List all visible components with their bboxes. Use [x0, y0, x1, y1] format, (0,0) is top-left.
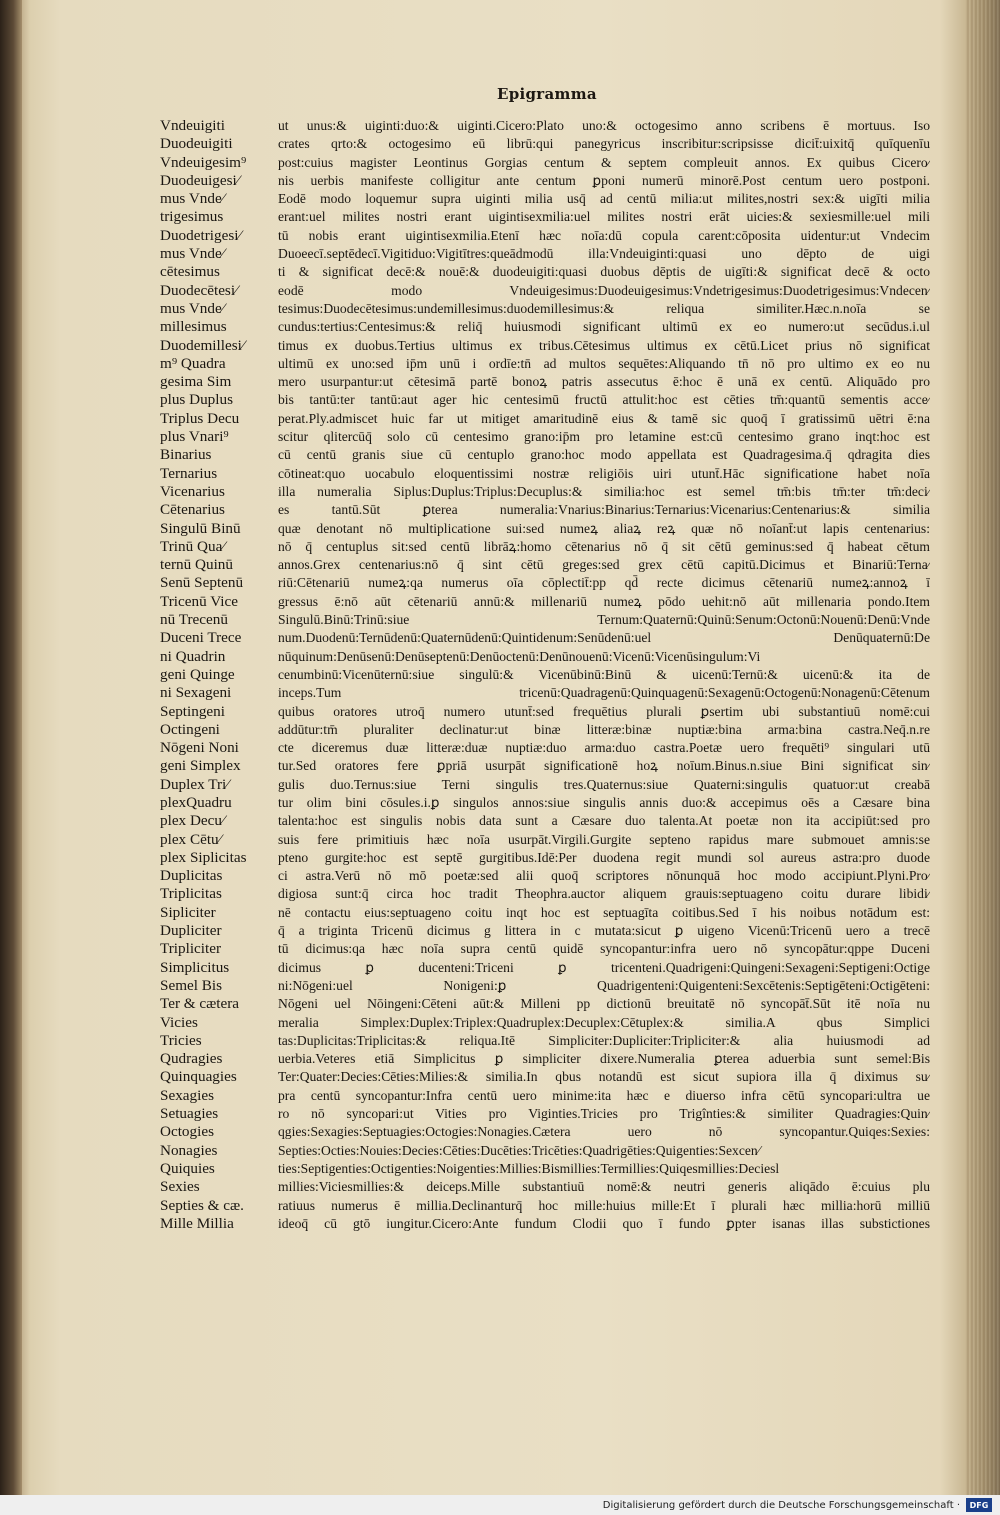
margin-notes-column — [160, 117, 268, 1233]
margin-note: plex Cētu⁄ — [160, 830, 222, 848]
margin-note: Dupliciter — [160, 922, 222, 940]
margin-note: Semel Bis — [160, 976, 223, 994]
margin-note: m⁹ Quadra — [160, 354, 226, 372]
margin-note: Simplicitus — [160, 958, 230, 976]
margin-note: ni Sexageni — [160, 684, 232, 702]
margin-note: Duodetrigesi⁄ — [160, 226, 241, 244]
text-line: illa numeralia Siplus:Duplus:Triplus:Decuplus:& similia:hoc est semel tm̄:bis tm̄:ter tm̄:deci⁄ — [278, 483, 930, 499]
text-line: talenta:hoc est singulis nobis data sunt a Cæsare duo talenta.At poetæ non ita accipiūt:sed pro — [278, 813, 930, 829]
margin-note: Cētenarius — [160, 501, 225, 519]
margin-note: cētesimus — [160, 263, 220, 281]
margin-note: Triplus Decu — [160, 409, 240, 427]
margin-note: ternū Quinū — [160, 556, 233, 574]
margin-note: Tricenū Vice — [160, 592, 238, 610]
footer-credit: Digitalisierung gefördert durch die Deutsche Forschungsgemeinschaft · — [602, 1500, 960, 1511]
margin-note: Mille Millia — [160, 1214, 234, 1232]
text-line: gulis duo.Ternus:siue Terni singulis tres.Quaternus:siue Quaterni:singulis quatuor:ut creabā — [278, 776, 930, 792]
text-line: meralia Simplex:Duplex:Triplex:Quadruplex:Decuplex:Cētuplex:& similia.A qbus Simplici — [278, 1014, 930, 1030]
main-text-column — [278, 117, 930, 1233]
margin-note: mus Vnde⁄ — [160, 245, 225, 263]
text-line: cenumbinū:Vicenūternū:siue singulū:& Vicenūbinū:Binū & uicenū:Ternū:& uicenū:& ita de — [278, 666, 930, 682]
text-line: nō q̄ centuplus sit:sed centū librāꝝ:homo cētenarius nō q̄ sit cētū geminus:sed q̄ habeat cētum — [278, 538, 930, 554]
text-line: Singulū.Binū:Trinū:siue Ternum:Quaternū:Quinū:Senum:Octonū:Nouenū:Denū:Vnde — [278, 612, 930, 628]
margin-note: Octingeni — [160, 720, 220, 738]
margin-note: trigesimus — [160, 208, 224, 226]
margin-note: plus Duplus — [160, 391, 233, 409]
margin-note: Duodemillesi⁄ — [160, 336, 245, 354]
text-line: tū dicimus:qa hæc noīa supra centū quidē syncopantur:infra uero nō syncopātur:qppe Duceni — [278, 941, 930, 957]
text-line: ci astra.Verū nō mō poetæ:sed alii quoq̄ scriptores nōnunquā hoc modo accipiunt.Plyni.Pro⁄ — [278, 868, 930, 884]
text-line: post:cuius magister Leontinus Gorgias centum & septem compleuit annos. Ex quibus Cicero⁄ — [278, 154, 930, 170]
page-edges — [966, 0, 1000, 1495]
margin-note: Tripliciter — [160, 940, 222, 958]
text-line: Septies:Octies:Nouies:Decies:Cēties:Ducēties:Tricēties:Quadrigēties:Quigenties:Sexcen⁄ — [278, 1142, 760, 1158]
margin-note: geni Quinge — [160, 665, 235, 683]
text-line: bis tantū:ter tantū:aut ager hic centesimū fructū attulit:hoc est cēties tm̄:quantū sementis acce⁄ — [278, 392, 930, 408]
text-line: uerbia.Veteres etiā Simplicitus ꝑ simpliciter dixere.Numeralia ꝑterea aduerbia sunt semel:Bis — [278, 1051, 930, 1067]
text-line: suis fere primitiuis hæc noīa usurpāt.Virgili.Gurgite septeno rapidus mare submouet amnis:se — [278, 831, 930, 847]
margin-note: Singulū Binū — [160, 519, 241, 537]
margin-note: plex Siplicitas — [160, 848, 247, 866]
text-line: ultimū ex uno:sed ip̄m unū i ordīe:tn̄ ad multos sequētes:Aliquando tn̄ nō pro ultimo ex eo nu — [278, 355, 930, 371]
dfg-logo-icon: DFG — [966, 1498, 992, 1512]
margin-note: Nōgeni Noni — [160, 739, 239, 757]
text-line: ideoq̄ cū gtō iungitur.Cicero:Ante fundum Clodii quo ī fundo ꝑpter isanas illas substictiones — [278, 1215, 930, 1231]
margin-note: gesima Sim — [160, 373, 232, 391]
text-line: Nōgeni uel Nōingeni:Cēteni aūt:& Milleni pp dictionū breuitatē nō syncopāt̄.Sūt itē noīa nu — [278, 996, 930, 1012]
margin-note: plex Decu⁄ — [160, 812, 225, 830]
margin-note: Triplicitas — [160, 885, 222, 903]
text-line: digiosa sunt:q̄ circa hoc tradit Theophra.auctor aliquem grauis:septuageno coitu durare libidi⁄ — [278, 886, 930, 902]
margin-note: Vndeuigiti — [160, 117, 225, 134]
running-head: Epigramma — [497, 85, 597, 103]
text-line: Ter:Quater:Decies:Cēties:Milies:& similia.In qbus notandū est sicut supiora illa q̄ diximus su⁄ — [278, 1069, 930, 1085]
margin-note: Sipliciter — [160, 903, 216, 921]
text-line: pra centū syncopantur:Infra centū uero minime:ita hæc e diuerso infra cētū syncopari:ultra ue — [278, 1087, 930, 1103]
text-line: inceps.Tum tricenū:Quadragenū:Quinquagenū:Sexagenū:Octogenū:Nonagenū:Cētenum — [278, 685, 930, 701]
text-line: quæ denotant nō multiplicatione sui:sed numeꝝ aliaꝝ reꝝ quæ nō noīant̄:ut lapis centenarius: — [278, 520, 930, 536]
text-line: mero usurpantur:ut cētesimā partē bonoꝝ patris assecutus ē:hoc ē unā ex centū. Aliquādo pro — [278, 374, 930, 390]
text-line: tesimus:Duodecētesimus:undemillesimus:duodemillesimus:& reliqua similiter.Hæc.n.noīa se — [278, 300, 930, 316]
margin-note: Octogies — [160, 1123, 214, 1141]
text-line: ti & significat decē:& nouē:& duodeuigiti:quasi duobus dēptis de uigīti:& significat decē & octo — [278, 264, 930, 280]
margin-note: mus Vnde⁄ — [160, 190, 225, 208]
margin-note: millesimus — [160, 318, 227, 336]
text-line: qgies:Sexagies:Septuagies:Octogies:Nonagies.Cætera uero nō syncopantur.Quiqes:Sexies: — [278, 1124, 930, 1140]
text-line: ties:Septigenties:Octigenties:Noigenties:Millies:Bismillies:Termillies:Quiqesmillies:Deciesl — [278, 1160, 780, 1176]
margin-note: Duplicitas — [160, 867, 223, 885]
margin-note: Sexagies — [160, 1086, 214, 1104]
margin-note: Trinū Qua⁄ — [160, 537, 225, 555]
margin-note: mus Vnde⁄ — [160, 299, 225, 317]
margin-note: Setuagies — [160, 1105, 219, 1123]
text-line: eodē modo Vndeuigesimus:Duodeuigesimus:Vndetrigesimus:Duodetrigesimus:Vndecen⁄ — [278, 282, 930, 298]
text-line: num.Duodenū:Ternūdenū:Quaternūdenū:Quintidenum:Senūdenū:uel Denūquaternū:De — [278, 630, 930, 646]
margin-note: plexQuadru — [160, 793, 232, 811]
text-line: tū nobis erant uigintisexmilia.Etenī hæc noīa:dū copula carent:cōposita uidentur:ut Vndecim — [278, 227, 930, 243]
margin-note: Nonagies — [160, 1141, 218, 1159]
text-line: erant:uel milites nostri erant uigintisexmilia:uel milites nostri erāt uicies:& sexiesmille:uel mili — [278, 209, 930, 225]
margin-note: nū Trecenū — [160, 611, 228, 629]
margin-note: Ter & cætera — [160, 995, 240, 1013]
margin-note: Duceni Trece — [160, 629, 242, 647]
text-line: Eodē modo loquemur supra uiginti milia usq̄ ad centū milia:ut milites,nostri sex:& uigīti milia — [278, 191, 930, 207]
text-line: ro nō syncopari:ut Vities pro Viginties.Tricies pro Trigînties:& similiter Quadragies:Quin⁄ — [278, 1106, 930, 1122]
margin-note: Qudragies — [160, 1050, 223, 1068]
text-line: pteno gurgite:hoc est septē gurgitibus.Idē:Per duodena regit mundi sol aureus astra:pro duode — [278, 849, 930, 865]
margin-note: Quiquies — [160, 1159, 215, 1177]
text-line: ni:Nōgeni:uel Nonigeni:ꝑ Quadrigenteni:Quigenteni:Sexcētenis:Septigēteni:Octigēteni: — [278, 977, 930, 993]
text-line: cundus:tertius:Centesimus:& reliq̄ huiusmodi significant ultimū ex eo numero:ut secūdus.i.ul — [278, 319, 930, 335]
text-line: perat.Ply.admiscet huic far ut mitiget amaritudinē eius & tamē sic quoq̄ ī gratissimū uētri ē:na — [278, 410, 930, 426]
text-line: annos.Grex centenarius:nō q̄ sint cētū greges:sed grex cētū capitū.Dicimus et Binariū:Terna⁄ — [278, 557, 930, 573]
text-line: tur.Sed oratores fere ꝑpriā usurpāt significationē hoꝝ noīum.Binus.n.siue Bini significat sin⁄ — [278, 758, 930, 774]
margin-note: Ternarius — [160, 464, 218, 482]
book-binding — [0, 0, 22, 1495]
text-line: tur olim bini cōsules.i.ꝑ singulos annos:siue singulis annis duo:& accepimus oēs a Cæsare bina — [278, 794, 930, 810]
text-line: dicimus ꝑ ducenteni:Triceni ꝑ tricenteni.Quadrigeni:Quingeni:Sexageni:Septigeni:Octige — [278, 959, 930, 975]
margin-note: Duodeuigiti — [160, 135, 233, 153]
text-line: addūtur:tm̄ pluraliter declinatur:ut binæ litteræ:binæ nuptiæ:bina arma:bina castra.Neq̄.n.re — [278, 721, 930, 737]
margin-note: Binarius — [160, 446, 212, 464]
margin-note: plus Vnari⁹ — [160, 428, 229, 446]
text-line: timus ex duobus.Tertius ultimus ex tribus.Cētesimus ultimus ex cētū.Licet prius nō significat — [278, 337, 930, 353]
margin-note: Quinquagies — [160, 1068, 237, 1086]
text-line: riū:Cētenariū numeꝝ:qa numerus oīa cōplectit̄:pp qd̄ recte dicimus cētenariū numeꝝ:annoꝝ ī — [278, 575, 930, 591]
margin-note: Septingeni — [160, 702, 225, 720]
margin-note: Duodeuigesi⁄ — [160, 171, 240, 189]
text-line: nis uerbis manifeste colligitur ante centum ꝑponi numerū minorē.Post centum uero postponi. — [278, 172, 930, 188]
margin-note: Senū Septenū — [160, 574, 244, 592]
margin-note: Vicies — [160, 1013, 198, 1031]
text-line: cte diceremus duæ litteræ:duæ nuptiæ:duo arma:duo castra.Poetæ uero frequēti⁹ singulari utū — [278, 740, 930, 756]
margin-note: Sexies — [160, 1178, 200, 1196]
text-line: cū centū granis siue cū centuplo grano:hoc modo appellata est Quadragesima.q̄ qdragita dies — [278, 447, 930, 463]
text-line: q̄ a triginta Tricenū dicimus g littera in c mutata:sicut ꝑ uigeno Vicenū:Tricenū uero a trecē — [278, 923, 930, 939]
text-line: es tantū.Sūt ꝑterea numeralia:Vnarius:Binarius:Ternarius:Vicenarius:Centenarius:& similia — [278, 502, 930, 518]
text-line: gressus ē:nō aūt cētenariū annū:& millenariū numeꝝ pōdo uehit:nō aūt millenaria pondo.Item — [278, 593, 930, 609]
text-line: ut unus:& uiginti:duo:& uiginti.Cicero:Plato uno:& octogesimo anno scribens ē mortuus. Iso — [278, 118, 930, 133]
margin-note: geni Simplex — [160, 757, 241, 775]
margin-note: Duodecētesi⁄ — [160, 281, 238, 299]
text-line: quibus oratores utroq̄ numero utunt̄:sed frequētius plurali ꝑsertim ubi substantiuū nomē:cui — [278, 703, 930, 719]
text-line: Duoeecī.septēdecī.Vigitiduo:Vigitītres:queādmodū illa:Vndeuiginti:quasi uno dēpto de uigi — [278, 246, 930, 262]
margin-note: Vndeuigesim⁹ — [160, 153, 247, 171]
text-line: nē contactu eius:septuageno coitu inqt hoc est septuagīta coitibus.Sed ī his noibus notādum est: — [278, 904, 930, 920]
margin-note: Septies & cæ. — [160, 1196, 244, 1214]
text-line: ratiuus numerus ē millia.Declinanturq̄ hoc mille:huius mille:Et ī plurali hæc millia:horū milliū — [278, 1197, 930, 1213]
text-line: nūquinum:Denūsenū:Denūseptenū:Denūoctenū:Denūnouenū:Vicenū:Vicenūsingulum:Vi — [278, 648, 761, 664]
margin-note: ni Quadrin — [160, 647, 226, 665]
margin-note: Tricies — [160, 1031, 202, 1049]
text-line: scitur qlitercūq̄ solo cū centesimo grano:ip̄m pro letamine est:cū centesimo grano inqt:hoc est — [278, 429, 930, 445]
margin-note: Duplex Tri⁄ — [160, 775, 229, 793]
text-line: cōtineat:quo uocabulo eloquentissimi nostræ religiōis uiri utunt̄.Hāc significatione habet noīa — [278, 465, 930, 481]
margin-note: Vicenarius — [160, 482, 225, 500]
text-line: crates qrto:& octogesimo eū librū:qui panegyricus inscribitur:scripsisse dicit̄:uixitq̄ quīquenīu — [278, 136, 930, 152]
text-line: tas:Duplicitas:Triplicitas:& reliqua.Itē Simpliciter:Dupliciter:Tripliciter:& alia huiusmodi ad — [278, 1032, 930, 1048]
text-line: millies:Viciesmillies:& deiceps.Mille substantiuū nomē:& neutri generis aliqādo ē:cuius plu — [278, 1179, 930, 1195]
